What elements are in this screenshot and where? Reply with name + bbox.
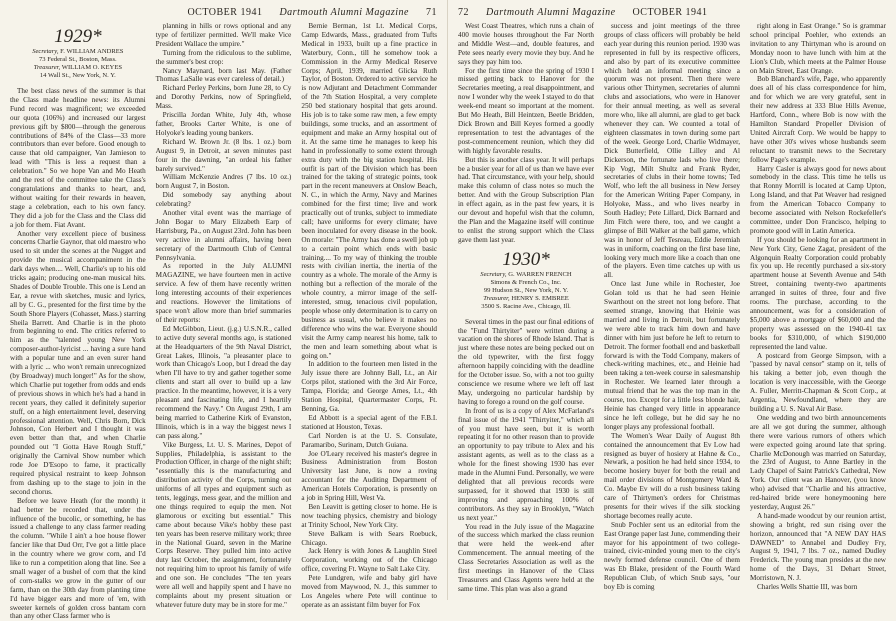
officer-secretary-1929: Secretary, F. WILLIAM ANDRES bbox=[32, 48, 124, 55]
paragraph: Priscilla Jordan White, July 4th, whose father, Brooks Carter White, is one of Holyoke's leading young bankers. bbox=[155, 111, 292, 137]
right-column-2 bbox=[604, 22, 740, 596]
left-header-page-number: 71 bbox=[426, 7, 437, 18]
paragraph: Ed Abbott is a special agent of the F.B.I. stationed at Houston, Texas. bbox=[301, 413, 438, 431]
class-year-1929: 1929* bbox=[54, 26, 102, 47]
left-running-head bbox=[10, 4, 437, 22]
right-column-3 bbox=[750, 22, 886, 596]
left-column-1 bbox=[10, 22, 146, 621]
paragraph: Nancy Maynard, born last May. (Father Thomas LaSalle was ever careless of detail.) bbox=[155, 66, 292, 84]
officer-secretary-address-1930: 99 Hudson St., New York, N. Y. bbox=[483, 286, 569, 294]
class-1930-heading bbox=[458, 249, 594, 311]
paragraph: Bernie Berman, 1st Lt. Medical Corps, Camp Edwards, Mass., graduated from Tufts Medical in 1933, built up a fine practice in Waterbury, Conn., till he somehow took a Commission in the Army Medical Reserve Corps; April, 1939, married Glicka Ruth Taylor, of Boston. Ordered to active service he is now Adjutant and Detachment Commander of the 7th Station Hospital, a very complete 250 bed stationary hospital that gets around. His job is to take some raw men, a few empty buildings, some trucks, and an assortment of equipment and make an Army hospital out of it. At the same time he manages to keep his hand in professionally to some extent through extra duty with the big station hospital. His outfit is part of the Division which has been trained for the taking of strategic points, took part in the recent maneuvers at Onslow Beach, N. C., in which the Army, Navy and Marines combined for the first time; live and work practically out of trunks, subject to immediate call; have uniforms for every climate; have been inoculated for every disease in the book. On morale: "The Army has done a swell job up to a certain point which ends with basic training.... To my way of thinking the trouble rests with civilian inertia, the inertia of the country as a whole. The morale of the Army is nothing but a reflection of the morale of the whole country, a mirror image of the self-interested, smug, tenacious civil population, people whose only determination is to carry on business as usual, who believe it makes no difference who wins the war. Everyone should visit the Army camp nearest his home, talk to the men and learn something about what is going on." bbox=[301, 22, 438, 360]
right-header-magazine: Dartmouth Alumni Magazine bbox=[486, 7, 616, 18]
left-header-month: OCTOBER 1941 bbox=[187, 7, 263, 18]
paragraph: Before we leave Heath (for the month) it had better be recorded that, under the influence of the bucolic, or something, he has issued a challenge to any class farmer reading the column. "While I ain't a hoe house flower fancier like that Dud Orr, I've got a little place in the country where we grow corn, and I'd like to run a competition along that line. See a small wager of a bushel of corn that the kind of corn-stalks we grow in the gutter of our farm, than on the 30th day from planting time I'd have bigger ears and more of 'em, with sweeter kernels of golden cross bantam corn than any other Class farmer who is bbox=[10, 496, 146, 621]
paragraph: For the first time since the spring of 1930 I missed getting back to Hanover for the Secretaries meeting, a real disappointment, and now I wonder why the week I stayed to do that week-end meant so important at the moment. But Mo Heath, Bill Heintzen, Beetle Bridden, Dick Brown and Bill Keyes formed a goodly representation to test the advantages of the post-commencement reunion, which they did with highly favorable results. bbox=[458, 66, 594, 155]
class-1929-heading bbox=[10, 26, 146, 80]
paragraph: planning in hills or rows optional and any type of fertilizer permitted. We'll make Vice President Wallace the umpire." bbox=[155, 22, 292, 48]
right-page bbox=[448, 0, 896, 600]
paragraph: right along in East Orange." So is grammar school principal Poehler, who extends an invitation to any Thirtyman who is around on Monday noon to have lunch with him at the Lion's Club, which meets at the Palmer House on Main Street, East Orange. bbox=[750, 22, 886, 75]
paragraph: Harry Casler is always good for news about somebody in the class. This time he tells us that Ronny Morrill is located at Camp Upton, Long Island, and that Pat Weaver had resigned from the American Tobacco Company to become associated with Nelson Rockefeller's committee, under Don Francisco, helping to promote good will in Latin America. bbox=[750, 164, 886, 235]
paragraph: Another very excellent piece of business concerns Charlie Gaynor, that old maestro who used to sit under the scenes at the Nugget and provide the musical accompaniment in the dark days when.... Well, Charlie's up to his old tricks again; producing one-man musical hits. Shades of Double Trouble. This one is Lend an Ear, a revue with sketches, music and lyrics, all by C. G., presented for the first time by the South Shore Players (Cohasset, Mass.) starring Sheila Barrett. And Charlie is in the photo from beginning to end. The critics referred to him as the "talented young New York composer-author-lyricist ... having a sure hand with a popular tune and an even surer hand with a lyric ... who won't remain unrecognized (by Broadway) much longer!" As for the show, which Charlie put together from odds and ends of previous shows in which he's had a hand in recent years, they called it definitely superior stuff, on a high entertainment level, deserving professional attention. Well, Chris Born, Dick Johnson, Con Herbert and I thought it was even better than that, and when Charlie pounded out "I Gotta Have Rough Stuff," originally the Carnival Show number which rode Joe D'Esopo to fame, it practically required physical restraint to keep Johnson from dashing up to the stage to join in the second chorus. bbox=[10, 229, 146, 496]
paragraph: One wedding and two birth announcements are all we got during the summer, although there were various rumors of others which were expected going around late that spring. Charlie McDonough was married on Saturday, the 23rd of August, to Anne Bartley in the Lady Chapel of Saint Patrick's Cathedral, New York. Our client was an Hanover, (you know who) advised that "Charlie and his attractive, red-haired bride were honeymooning here yesterday, August 26." bbox=[750, 413, 886, 511]
right-running-head bbox=[458, 4, 886, 22]
paragraph: In addition to the fourteen men listed in the July issue there are Johnny Ball, Lt., an Air Corps pilot, stationed with the 3rd Air Force, Tampa, Florida; and George Ames, Lt., 4th Station Hospital, Quartermaster Corps, Ft. Benning, Ga. bbox=[301, 360, 438, 413]
paragraph: Ben Leavitt is getting closer to home. He is now teaching physics, chemistry and biology at Trinity School, New York City. bbox=[301, 502, 438, 529]
paragraph: Charles Wells Shattie III, was born bbox=[757, 583, 858, 592]
paragraph: The best class news of the summer is that the Class made headline news: its Alumni Fund record was magnificent; we exceeded our quota (106%) and increased our largest previous gift by $800—through the generous contributions of 84% of the Class—33 more contributors than ever before. Good enough to cause that old campaigner, Van Jamieson to lead with "This is less a request than a celebration." So we hope Van and Mo Heath and the rest of the committee take the Class's congratulations and thanks to heart, and, without waiting for their rewards in heaven, stage a celebration, each to his own fancy. They did a job for the Class and the Class did a job for them. Fiat Avant. bbox=[10, 87, 146, 229]
officer-treasurer-address-1929: 14 Wall St., New York, N. Y. bbox=[39, 72, 116, 79]
paragraph: Joe O'Leary received his master's degree in Business Administration from Boston University last June, is now a roving accountant for the Auditing Department of American Hotels Corporation, is presently on a job in Spring Hill, West Va. bbox=[301, 449, 438, 503]
paragraph: As reported in the July ALUMNI MAGAZINE, we have fourteen men in active service. A few of them have recently written long interesting accounts of their experiences and reactions. However the limitations of space won't allow more than brief summaries of their reports: bbox=[155, 262, 292, 324]
paragraph: Steve Balkam is with Sears Roebuck, Chicago. bbox=[301, 529, 438, 547]
paragraph: West Coast Theatres, which runs a chain of 400 movie houses throughout the Far North and Middle West—and, double features, and Pete sees nearly every movie they buy. And he says they pay him too. bbox=[458, 22, 594, 66]
paragraph: Did somebody say anything about celebrating? bbox=[155, 191, 292, 209]
paragraph: You read in the July issue of the Magazine of the success which marked the class reunion that were held the week-end after Commencement. The annual meeting of the Class Secretaries Association as well as the first meetings in Hanover of the Class Treasurers and Class Agents were held at the same time. This plan was also a grand bbox=[458, 522, 594, 593]
paragraph: But this is another class year. It will perhaps be a busier year for all of us than we have ever had. That circumstance, with your help, should make this column of class notes so much the better. And with the Group Subscription Plan in effect again, as in the past few years, it is our devout and hopeful wish that the column, the Plan and the Magazine itself will continue to enlist the strong support which the Class gave them last year. bbox=[458, 155, 594, 244]
paragraph: Several times in the past our final editions of the "Fund Thirtyiter" were written during a vacation on the shores of Rhode Island. That is just where these notes are being pecked out on the old typewriter, with the first foggy afternoon happily coinciding with the deadline for the October issue. So, with a not too guilty conscience we resume where we left off last May, undergoing no particular hardship by having to forego a round on the golf course. bbox=[458, 317, 594, 406]
right-column-1 bbox=[458, 22, 594, 596]
paragraph: Snub Pochler sent us an editorial from the East Orange paper last June, commending their mayor for his appointment of two college-trained, civic-minded young men to the city's newly formed defense council. One of them was Eb Blake, president of the Fourth Ward Republican Club, of which Snub says, "our boy Eb is coming bbox=[604, 520, 740, 592]
officer-treasurer-1930: Treasurer, HENRY S. EMBREE bbox=[483, 294, 569, 302]
paragraph: Turning from the ridiculous to the sublime, the summer's best crop: bbox=[155, 48, 292, 66]
paragraph: Once last June while in Rochester, Joe Golan told us that he had seen Heinie Swarthout on the street not long before. That seemed strange, knowing that Heinie was married and living in Detroit, but fortunately we were able to track him down and have dinner with him just before he left to return to Detroit. The former football end and basketball forward is with the Todd Company, makers of check-writing machines, etc., and Heinie had been taking a ten-week course in salesmanship in Rochester. We learned later through a mutual friend that he was the top man in the course, too. Except for a little less blonde hair, Heinie has changed very little in appearance since he left college, but he did say he no longer plays any professional football. bbox=[604, 280, 740, 431]
paragraph: The Women's Wear Daily of August 8th contained the announcement that Ev Low had resigned as buyer of hosiery at Hahne & Co., Newark, a position he had held since 1934, to become hosiery buyer for both the retail and mail order divisions of Montgomery Ward & Co. Maybe Ev will do a rush business taking care of Thirtymen's orders for Christmas presents for their wives if the silk stocking shortage becomes really acute. bbox=[604, 431, 740, 520]
officer-secretary-address-1929: 73 Federal St., Boston, Mass. bbox=[39, 56, 117, 63]
right-header-month: OCTOBER 1941 bbox=[632, 7, 708, 18]
paragraph: Vike Burgess, Lt. U. S. Marines, Depot of Supplies, Philadelphia, is assistant to the Production Officer, in charge of the night shift; "essentially this is the manufacturing and distribution activity of the Corps, turning out uniforms of all types and equipment such as tents, leggings, mess gear, and the million and one things required to equip the men. Not glamorous or exciting but essential." This came about because Vike's hobby these past ten years has been reserve military work; three in the National Guard, seven in the Marine Corps Reserve. They pulled him into active duty last October, the assignment, fortunately not requiring him to uproot his family of wife and one son. He concludes "The ten years were all well and happily spent and I have no complaints about my present situation or whatever future duty may be in store for me." bbox=[155, 440, 292, 609]
paragraph: success and joint meetings of the three groups of class officers will probably be held each year during this reunion period. 1930 was represented in full by its respective officers, and also by part of its executive committee which held an informal meeting since a quorum was not present. Then there were various other Thirtymen, secretaries of alumni clubs and associations, who were in Hanover for their annual meeting, as well as several more who, like all alumni, are glad to get back whenever they can. We counted a total of eighteen classmates in town during some part of the week. George Lord, Charlie Widmayer, Dick Butterfield, Ollie Lilley and Al Dickerson, the fortunate lads who live there; Kip Vogt, Milt Shultz and Frank Ryder, secretaries of clubs in their home towns; Ted Wolf, who left the all business in New Jersey for the American Writing Paper Company, in Holyoke, Mass., and who lives nearby in South Hadley; Pete Lillard, Dick Barnard and Jim Fitch were there, too, and we caught a glimpse of Bill Walker at the ball game, which was in honor of Jeff Tesreau, Eddie Jeremiah was in uniform, coaching on the first base line, looking very much more like a coach than one of the players. Even time catches up with us all. bbox=[604, 22, 740, 280]
paragraph: If you should be looking for an apartment in New York City, Gene Zagat, president of the Algonquin Realty Corporation could probably fix you up. He recently purchased a six-story apartment house at Seventh Avenue and 54th Street, containing twenty-two apartments arranged in suites of three, four and five rooms. The purchase, according to the announcement, was for a consideration of $5,000 above a mortgage of $60,000 and the property was assessed on the 1940-41 tax books for $310,000, of which $190,000 represented the land value. bbox=[750, 235, 886, 351]
left-column-2 bbox=[155, 22, 292, 609]
officer-secretary-company-1930: Simons & French Co., Inc. bbox=[490, 278, 562, 286]
left-header-magazine: Dartmouth Alumni Magazine bbox=[279, 7, 409, 18]
paragraph: Ed McGibbon, Lieut. (j.g.) U.S.N.R., called to active duty several months ago, is stationed at the Headquarters of the 9th Naval District, Great Lakes, Illinois, "a pleasanter place to work than Chicago's Loop, but I dread the day when I'll have to try and gather together some clients and start all over to build up a law practice. In the meantime, however, it is a very pleasant and fascinating life, and I heartily recommend the Navy." On August 29th, I am being married to Catherine Kirk of Evanston, Illinois, which is in a way the biggest news I can pass along." bbox=[155, 324, 292, 440]
officer-treasurer-address-1930: 3500 S. Racine Ave., Chicago, Ill. bbox=[481, 302, 571, 310]
paragraph: A postcard from George Simpson, with a "passed by naval censor" stamp on it, tells of his taking a better job, even though the location is very inaccessible, with the George A. Fuller, Merritt-Chapman & Scott Corp., at Argentia, Newfoundland, where they are building a U. S. Naval Air Base. bbox=[750, 351, 886, 413]
paragraph: William McKenzie Andres (7 lbs. 10 oz.) born August 7, in Boston. bbox=[155, 173, 292, 191]
right-header-page-number: 72 bbox=[458, 7, 469, 18]
paragraph: In front of us is a copy of Alex McFarland's final issue of the 1941 "Thirtyiter," which all of you must have seen, but it is worth repeating it for no other reason than to provide an opportunity to pay tribute to Alex and his assistant agents, as well as to the class as a whole for the finest showing 1930 has ever made in the Alumni Fund. Personally, we were delighted that all previous records were surpassed, for it showed that 1930 is still improving and approaching 100% of contributors. As they say in Brooklyn, "Watch us next year." bbox=[458, 406, 594, 522]
class-year-1930: 1930* bbox=[502, 248, 550, 270]
paragraph: Pete Lundgren, wife and baby girl have moved from Maywood, N. J., this summer to Los Angeles where Pete will continue to operate as an assistant film buyer for Fox bbox=[301, 574, 438, 609]
officer-treasurer-1929: Treasurer, WILLIAM O. KEYES bbox=[33, 64, 123, 71]
paragraph: Another vital event was the marriage of John Bogar to Mary Elizabeth Earp of Harrisburg, Pa., on August 23rd. John has been very active in alumni affairs, having been secretary of the Dartmouth Club of Central Pennsylvania. bbox=[155, 209, 292, 262]
paragraph: Bob Blanchard's wife, Page, who apparently does all of his class correspondence for him, and for which we are very grateful, sent in their new address at 333 Blue Hills Avenue, Hartford, Conn., where Bob is now with the Hamilton Standard Propeller Division of United Aircraft Corp. We would be happy to have other 30's wives whose husbands seem reluctant to transmit news to the Secretary follow Page's example. bbox=[750, 75, 886, 164]
officer-secretary-1930: Secretary, G. WARREN FRENCH bbox=[480, 270, 572, 278]
paragraph: Richard Perley Perkins, born June 28, to Cy and Dorothy Perkins, now of Springfield, Mass. bbox=[155, 84, 292, 111]
paragraph: Richard W. Brown Jr. (8 lbs. 1 oz.) born August 9, in Detroit, at seven minutes past four in the dawning, "an ordeal his father barely survived." bbox=[155, 137, 292, 173]
left-column-3 bbox=[301, 22, 438, 609]
paragraph: Carl Norden is at the U. S. Consulate, Paramaribo, Surinam, Dutch Guiana. bbox=[301, 431, 438, 449]
paragraph: Jack Henry is with Jones & Laughlin Steel Corporation, working out of the Chicago office, covering Ft. Wayne to Salt Lake City. bbox=[301, 547, 438, 574]
paragraph: A hand-made woodcut by our reunion artist, showing a bright, red sun rising over the horizon, announced that "A NEW DAY HAS DAWNED" to Annabel and Dudley Fry, August 9, 1941, 7 lbs. 7 oz., named Dudley Frederick. The young man presides at the new home of the Days, 31 Dehart Street, Morristown, N. J. bbox=[750, 511, 886, 583]
